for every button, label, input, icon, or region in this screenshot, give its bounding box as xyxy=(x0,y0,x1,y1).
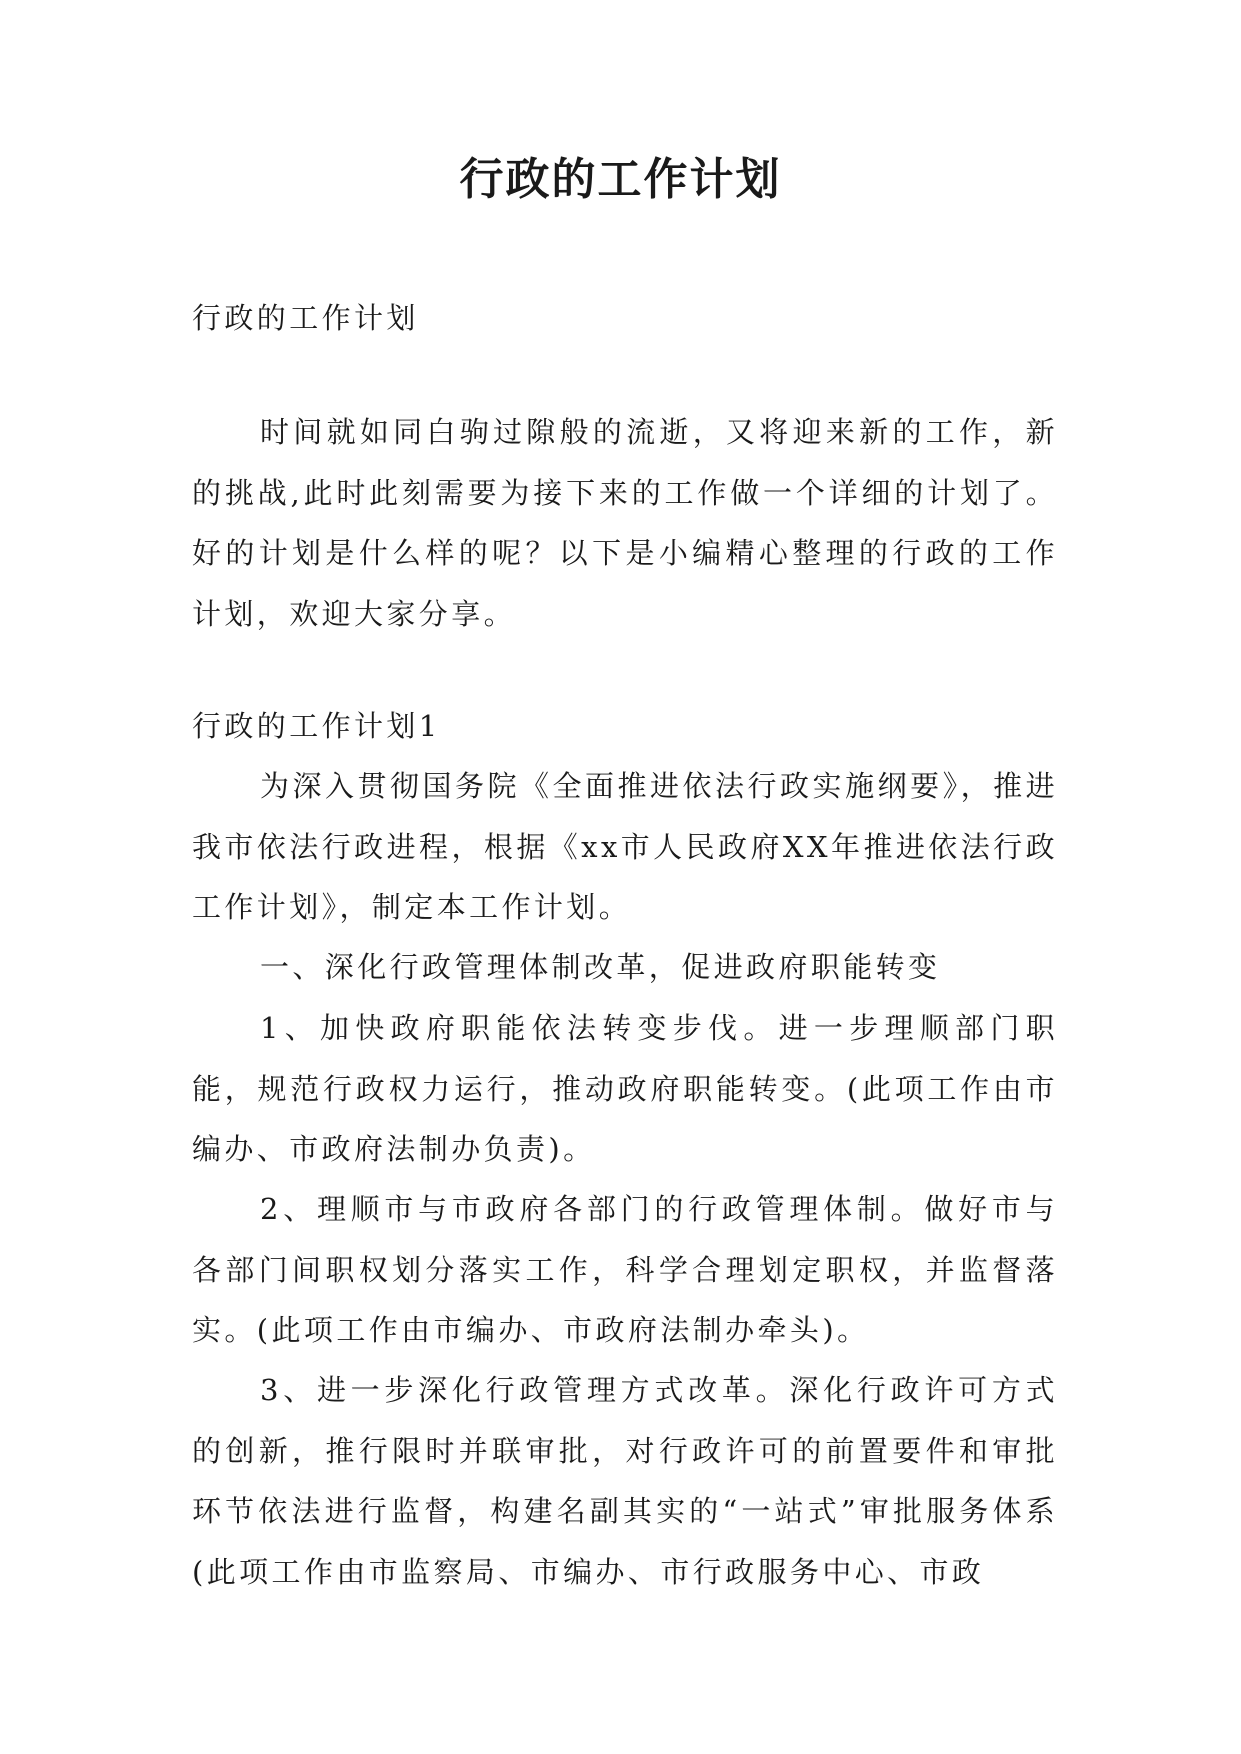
body-paragraph: 2、理顺市与市政府各部门的行政管理体制。做好市与各部门间职权划分落实工作，科学合理划定职权，并监督落实。(此项工作由市编办、市政府法制办牵头)。 xyxy=(192,1192,1058,1347)
document-title: 行政的工作计划 xyxy=(459,154,782,205)
body-paragraph: 1、加快政府职能依法转变步伐。进一步理顺部门职能，规范行政权力运行，推动政府职能转变。(此项工作由市编办、市政府法制办负责)。 xyxy=(192,1011,1058,1166)
body-paragraph: 为深入贯彻国务院《全面推进依法行政实施纲要》，推进我市依法行政进程，根据《xx市人民政府XX年推进依法行政工作计划》，制定本工作计划。 xyxy=(192,769,1058,924)
section-heading: 一、深化行政管理体制改革，促进政府职能转变 xyxy=(260,950,941,984)
section-title: 行政的工作计划1 xyxy=(192,709,441,743)
body-paragraph: 3、进一步深化行政管理方式改革。深化行政许可方式的创新，推行限时并联审批，对行政许可的前置要件和审批环节依法进行监督，构建名副其实的“一站式”审批服务体系(此项工作由市监察局、市编办、市行政服务中心、市政 xyxy=(192,1373,1058,1589)
intro-paragraph: 时间就如同白驹过隙般的流逝，又将迎来新的工作，新的挑战,此时此刻需要为接下来的工作做一个详细的计划了。好的计划是什么样的呢？以下是小编精心整理的行政的工作计划，欢迎大家分享。 xyxy=(192,415,1058,631)
document-subtitle: 行政的工作计划 xyxy=(192,301,419,335)
